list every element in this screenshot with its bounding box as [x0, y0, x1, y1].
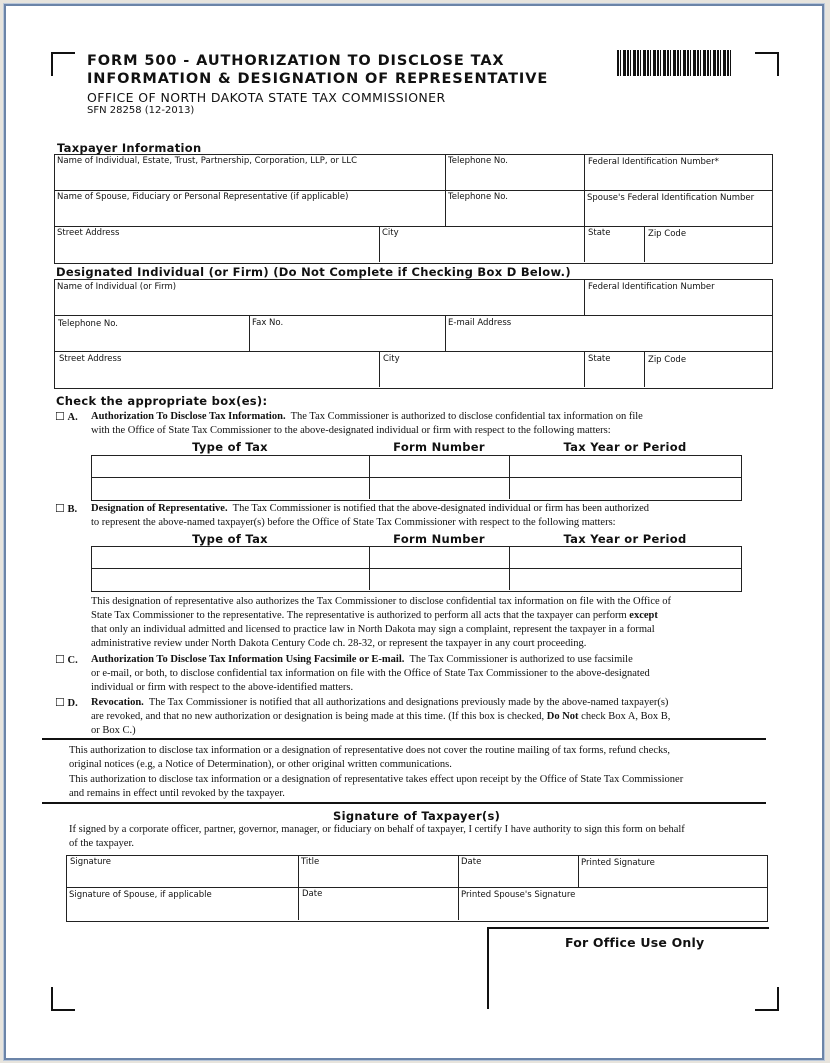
form-title-line2: INFORMATION & DESIGNATION OF REPRESENTATIVE [87, 71, 549, 87]
notice-line4: and remains in effect until revoked by the taxpayer. [69, 788, 285, 799]
taxpayer-heading: Taxpayer Information [57, 141, 202, 155]
signature-field[interactable]: Signature [70, 857, 112, 867]
box-d-text1: Revocation. The Tax Commissioner is notified that all authorizations and designations previously made by the above-named taxpayer(s) [91, 697, 669, 708]
notice-line2: original notices (e.g, a Notice of Determination), or other original written communications. [69, 759, 452, 770]
crop-mark-top-right [755, 52, 779, 76]
taxpayer-phone-field[interactable]: Telephone No. [448, 156, 508, 166]
spouse-fein-field[interactable]: Spouse's Federal Identification Number [587, 193, 755, 203]
signature-heading: Signature of Taxpayer(s) [333, 809, 501, 823]
box-a-row [55, 410, 78, 425]
designated-heading: Designated Individual (or Firm) (Do Not Complete if Checking Box D Below.) [56, 265, 571, 279]
box-b-text2: to represent the above-named taxpayer(s) before the Office of State Tax Commissioner with respect to the following matters: [91, 517, 616, 528]
a-col-type: Type of Tax [192, 440, 268, 454]
box-c-text2: or e-mail, or both, to disclose confidential tax information on file with the Office of State Tax Commissioner to the above-designated [91, 668, 650, 679]
box-b-letter: B. [67, 504, 78, 515]
box-b-row [55, 502, 77, 517]
box-a-checkbox[interactable]: ☐ [55, 411, 65, 423]
box-a-text2: with the Office of State Tax Commissioner to the above-designated individual or firm with respect to the following matters: [91, 425, 611, 436]
form-title-line1: FORM 500 - AUTHORIZATION TO DISCLOSE TAX [87, 53, 505, 69]
barcode [617, 50, 731, 76]
title-field[interactable]: Title [301, 857, 320, 867]
office-name: OFFICE OF NORTH DAKOTA STATE TAX COMMISSIONER [87, 90, 446, 105]
box-a-text1: Authorization To Disclose Tax Information. The Tax Commissioner is authorized to disclose confidential tax information on file [91, 411, 643, 422]
a-col-year: Tax Year or Period [563, 440, 687, 454]
box-d-row [55, 696, 78, 711]
box-c-title: Authorization To Disclose Tax Information Using Facsimile or E-mail. [91, 654, 405, 665]
b-note-line1: This designation of representative also authorizes the Tax Commissioner to disclose confidential tax information on file with the Office of [91, 596, 672, 607]
box-d-checkbox[interactable]: ☐ [55, 697, 65, 709]
b-col-year: Tax Year or Period [563, 532, 687, 546]
taxpayer-street-field[interactable]: Street Address [57, 228, 120, 238]
printed-signature-field[interactable]: Printed Signature [581, 858, 655, 868]
designated-name-field[interactable]: Name of Individual (or Firm) [57, 282, 177, 292]
sfn-number: SFN 28258 (12-2013) [87, 105, 195, 116]
box-d-text2: are revoked, and that no new authorization or designation is being made at this time. (If this box is checked, Do Not check Box A, Box B, [91, 711, 671, 722]
box-a-matters-table[interactable] [91, 455, 742, 501]
signature-text1: If signed by a corporate officer, partner, governor, manager, or fiduciary on behalf of taxpayer, I certify I have authority to sign this form on behalf [69, 824, 685, 835]
b-col-type: Type of Tax [192, 532, 268, 546]
crop-mark-top-left [51, 52, 75, 76]
designated-city-field[interactable]: City [383, 354, 400, 364]
spouse-date-field[interactable]: Date [302, 889, 323, 899]
designated-state-field[interactable]: State [588, 354, 611, 364]
box-b-title: Designation of Representative. [91, 503, 228, 514]
designated-fein-field[interactable]: Federal Identification Number [588, 282, 715, 292]
office-use-label: For Office Use Only [565, 935, 705, 950]
box-b-matters-table[interactable] [91, 546, 742, 592]
divider-top [42, 738, 766, 740]
taxpayer-name-field[interactable]: Name of Individual, Estate, Trust, Partnership, Corporation, LLP, or LLC [57, 156, 358, 166]
box-c-checkbox[interactable]: ☐ [55, 654, 65, 666]
taxpayer-info-table [54, 154, 773, 264]
designated-street-field[interactable]: Street Address [59, 354, 122, 364]
spouse-name-field[interactable]: Name of Spouse, Fiduciary or Personal Representative (if applicable) [57, 192, 349, 202]
box-c-letter: C. [67, 655, 78, 666]
box-d-title: Revocation. [91, 697, 144, 708]
designated-phone-field[interactable]: Telephone No. [58, 319, 118, 329]
box-d-text3: or Box C.) [91, 725, 136, 736]
b-col-form: Form Number [393, 532, 485, 546]
designated-email-field[interactable]: E-mail Address [448, 318, 512, 328]
designated-zip-field[interactable]: Zip Code [648, 355, 687, 365]
date-field[interactable]: Date [461, 857, 482, 867]
box-b-text1: Designation of Representative. The Tax Commissioner is notified that the above-designated individual or firm has been authorized [91, 503, 649, 514]
a-col-form: Form Number [393, 440, 485, 454]
box-c-text1: Authorization To Disclose Tax Information Using Facsimile or E-mail. The Tax Commissioner is authorized to use facsimile [91, 654, 633, 665]
box-b-checkbox[interactable]: ☐ [55, 503, 65, 515]
taxpayer-city-field[interactable]: City [382, 228, 399, 238]
signature-table [66, 855, 768, 922]
taxpayer-state-field[interactable]: State [588, 228, 611, 238]
b-note-line4: administrative review under North Dakota Century Code ch. 28-32, or represent the taxpayer in any court proceeding. [91, 638, 587, 649]
box-c-row [55, 653, 78, 668]
signature-text2: of the taxpayer. [69, 838, 135, 849]
box-a-title: Authorization To Disclose Tax Information. [91, 411, 286, 422]
designated-info-table [54, 279, 773, 389]
spouse-printed-signature-field[interactable]: Printed Spouse's Signature [461, 890, 576, 900]
divider-bottom [42, 802, 766, 804]
designated-fax-field[interactable]: Fax No. [252, 318, 284, 328]
notice-line1: This authorization to disclose tax information or a designation of representative does not cover the routine mailing of tax forms, refund checks, [69, 745, 670, 756]
spouse-signature-field[interactable]: Signature of Spouse, if applicable [69, 890, 212, 900]
b-note-line3: that only an individual admitted and licensed to practice law in North Dakota may sign a complaint, represent the taxpayer in a formal [91, 624, 655, 635]
b-note-line2: State Tax Commissioner to the representative. The representative is authorized to perform all acts that the taxpayer can perform except [91, 610, 658, 621]
box-d-letter: D. [67, 698, 78, 709]
box-a-letter: A. [67, 412, 78, 423]
check-heading: Check the appropriate box(es): [56, 394, 268, 408]
spouse-phone-field[interactable]: Telephone No. [448, 192, 508, 202]
taxpayer-fein-field[interactable]: Federal Identification Number* [588, 157, 719, 167]
notice-line3: This authorization to disclose tax information or a designation of representative takes effect upon receipt by the Office of State Tax Commissioner [69, 774, 684, 785]
taxpayer-zip-field[interactable]: Zip Code [648, 229, 687, 239]
box-c-text3: individual or firm with respect to the above-identified matters. [91, 682, 354, 693]
crop-mark-bottom-left [51, 987, 75, 1011]
